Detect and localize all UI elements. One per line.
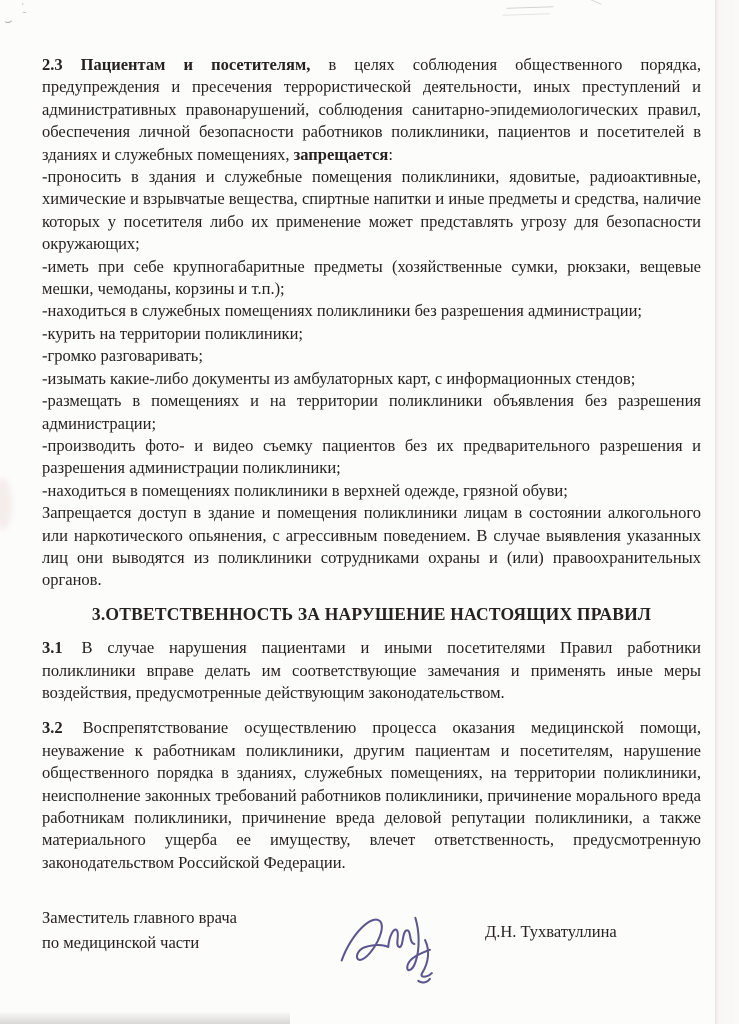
scan-shadow bbox=[0, 1011, 290, 1024]
paragraph-3-1 bbox=[42, 637, 701, 704]
paper-edge bbox=[715, 0, 739, 1024]
prohibition-item: -находиться в помещениях поликлиники в верхней одежде, грязной обуви; bbox=[42, 480, 568, 500]
signature-block bbox=[42, 905, 701, 1005]
scan-smudge bbox=[502, 6, 553, 16]
scan-speck: ʾˍ bbox=[18, 1, 29, 15]
clause-3-1-text: В случае нарушения пациентами и иными посетителями Правил работники поликлиники вправе делать им соответствующие замечания и применять иные меры воздействия, предусмотренные действующим законодательством. bbox=[42, 638, 701, 702]
paragraph-access-ban: Запрещается доступ в здание и помещения поликлиники лицам в состоянии алкогольного или наркотического опьянения, с агрессивным поведением. В случае выявления указанных лиц они выводятся из поликлиники сотрудниками охраны и (или) правоохранительных органов. bbox=[42, 503, 701, 590]
scan-speck: ⌣ bbox=[2, 12, 14, 29]
signer-position-line1: Заместитель главного врача bbox=[42, 908, 237, 928]
clause-number-3-1: 3.1 bbox=[42, 638, 63, 658]
prohibitions-list bbox=[42, 166, 701, 502]
signer-name: Д.Н. Тухватуллина bbox=[485, 922, 617, 942]
clause-lead-bold: Пациентам и посетителям, bbox=[80, 55, 311, 74]
scan-smudge bbox=[0, 478, 12, 530]
document-body bbox=[42, 54, 701, 1005]
prohibition-item: -иметь при себе крупногабаритные предметы (хозяйственные сумки, рюкзаки, вещевые мешки, чемоданы, корзины и т.п.); bbox=[42, 256, 701, 299]
prohibition-item: -производить фото- и видео съемку пациентов без их предварительного разрешения и разрешения администрации поликлиники; bbox=[42, 435, 701, 478]
prohibited-keyword: запрещается bbox=[293, 144, 389, 164]
prohibition-item: -курить на территории поликлиники; bbox=[42, 323, 303, 343]
paragraph-3-2 bbox=[42, 717, 701, 874]
clause-number-2-3: 2.3 bbox=[42, 55, 63, 74]
colon: : bbox=[388, 144, 393, 164]
clause-number-3-2: 3.2 bbox=[42, 718, 63, 738]
handwritten-signature-ink bbox=[332, 897, 458, 989]
clause-intro-text: в целях соблюдения общественного порядка, предупреждения и пресечения террористической деятельности, иных преступлений и административных правонарушений, соблюдения санитарно-эпидемиологических правил, обеспечения личной безопасности работников поликлиники, пациентов и посетителей в зданиях и служебных помещениях, bbox=[42, 55, 701, 164]
signer-position-line2: по медицинской части bbox=[42, 933, 200, 953]
scan-smudge bbox=[588, 0, 601, 5]
clause-3-2-text: Воспрепятствование осуществлению процесса оказания медицинской помощи, неуважение к работникам поликлиники, другим пациентам и посетителям, нарушение общественного порядка в зданиях, служебных помещениях, на территории поликлиники, неисполнение законных требований работников поликлиники, причинение морального вреда работникам поликлиники, причинение вреда деловой репутации поликлиники, а также материального ущерба ее имуществу, влечет ответственность, предусмотренную законодательством Российской Федерации. bbox=[42, 718, 702, 872]
prohibition-item: -проносить в здания и служебные помещения поликлиники, ядовитые, радиоактивные, химические и взрывчатые вещества, спиртные напитки и иные предметы и средства, наличие которых у посетителя либо их применение может представлять угрозу для безопасности окружающих; bbox=[42, 167, 701, 254]
prohibition-item: -размещать в помещениях и на территории поликлиники объявления без разрешения администрации; bbox=[42, 391, 701, 433]
prohibition-item: -изымать какие-либо документы из амбулаторных карт, с информационных стендов; bbox=[42, 368, 636, 388]
paragraph-2-3-intro bbox=[42, 54, 701, 166]
section-3-heading: 3.ОТВЕТСТВЕННОСТЬ ЗА НАРУШЕНИЕ НАСТОЯЩИХ ПРАВИЛ bbox=[91, 603, 652, 624]
prohibition-item: -громко разговаривать; bbox=[42, 346, 203, 366]
prohibition-item: -находиться в служебных помещениях поликлиники без разрешения администрации; bbox=[42, 301, 643, 321]
